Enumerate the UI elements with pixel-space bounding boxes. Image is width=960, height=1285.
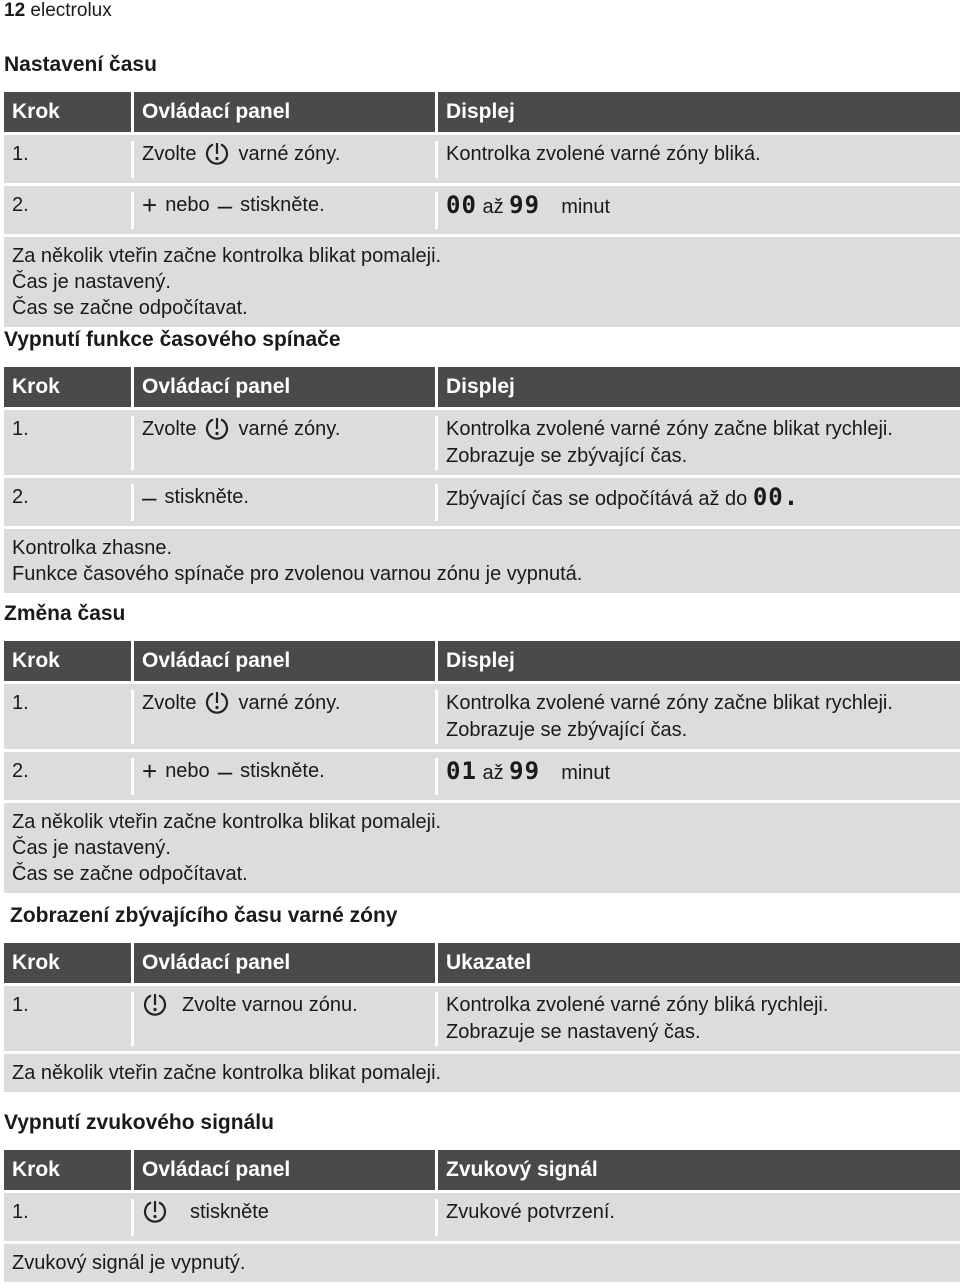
col-step: Krok xyxy=(4,943,134,983)
display-cell xyxy=(438,192,960,229)
table-header xyxy=(4,367,960,410)
panel-text: Zvolte varnou zónu. xyxy=(182,994,358,1016)
note-line: Čas se začne odpočítavat. xyxy=(12,297,248,319)
table-row xyxy=(4,752,960,803)
table xyxy=(4,92,960,330)
minus-icon: – xyxy=(217,756,233,786)
step-number: 1. xyxy=(4,416,134,470)
panel-cell xyxy=(134,416,438,470)
panel-cell xyxy=(134,484,438,521)
panel-cell xyxy=(134,1199,438,1236)
panel-text-after: varné zóny. xyxy=(238,692,341,714)
timer-icon xyxy=(204,416,230,442)
display-text: Kontrolka zvolené varné zóny bliká. xyxy=(446,143,761,165)
step-number: 2. xyxy=(4,758,134,795)
display-value-to: 99 xyxy=(509,191,541,219)
col-sound: Zvukový signál xyxy=(446,1158,598,1181)
table-note xyxy=(4,529,960,596)
col-panel: Ovládací panel xyxy=(134,943,438,983)
table-note xyxy=(4,1244,960,1285)
col-panel: Ovládací panel xyxy=(134,92,438,132)
table-row xyxy=(4,1193,960,1244)
panel-or: nebo xyxy=(165,760,210,782)
display-text: Zbývající čas se odpočítává až do xyxy=(446,488,748,510)
note-line: Čas je nastavený. xyxy=(12,837,171,859)
table-note xyxy=(4,803,960,896)
timer-icon xyxy=(204,690,230,716)
display-line: Kontrolka zvolené varné zóny začne blikat rychleji. xyxy=(446,418,893,440)
note-line: Funkce časového spínače pro zvolenou varnou zónu je vypnutá. xyxy=(12,563,583,585)
timer-icon xyxy=(142,1199,168,1225)
table-row xyxy=(4,986,960,1054)
page-number: 12 xyxy=(4,0,26,21)
panel-text: Zvolte xyxy=(142,692,197,714)
col-display: Displej xyxy=(446,649,515,672)
note-line: Kontrolka zhasne. xyxy=(12,537,173,559)
timer-icon xyxy=(204,141,230,167)
col-step: Krok xyxy=(4,641,134,681)
panel-cell xyxy=(134,758,438,795)
section-sound-off xyxy=(0,1106,960,1285)
display-value-from: 00 xyxy=(446,191,477,219)
section-timer-off xyxy=(0,323,960,596)
panel-cell xyxy=(134,141,438,178)
panel-text-after: varné zóny. xyxy=(238,143,341,165)
display-line: Kontrolka zvolené varné zóny bliká rychleji. xyxy=(446,994,829,1016)
step-number: 2. xyxy=(4,484,134,521)
page-header xyxy=(4,0,112,22)
panel-text: Zvolte xyxy=(142,143,197,165)
display-line: Zobrazuje se zbývající čas. xyxy=(446,719,688,741)
display-value-to: 99 xyxy=(509,757,541,785)
display-cell xyxy=(438,992,960,1046)
panel-action: stiskněte. xyxy=(164,486,249,508)
display-line: Kontrolka zvolené varné zóny začne blikat rychleji. xyxy=(446,692,893,714)
display-cell xyxy=(438,690,960,744)
table-row xyxy=(4,410,960,478)
col-display: Displej xyxy=(446,100,515,123)
table xyxy=(4,943,960,1095)
panel-cell xyxy=(134,690,438,744)
col-panel: Ovládací panel xyxy=(134,641,438,681)
panel-text: stiskněte xyxy=(190,1201,269,1223)
table-header xyxy=(4,943,960,986)
step-number: 1. xyxy=(4,1199,134,1236)
panel-text: Zvolte xyxy=(142,418,197,440)
panel-cell xyxy=(134,192,438,229)
display-value: 00. xyxy=(752,483,800,511)
note-line: Čas je nastavený. xyxy=(12,271,171,293)
step-number: 1. xyxy=(4,690,134,744)
col-step: Krok xyxy=(4,1150,134,1190)
section-title: Změna času xyxy=(4,602,126,625)
table-note xyxy=(4,1054,960,1095)
section-show-remaining xyxy=(0,899,960,1095)
table xyxy=(4,641,960,896)
section-title: Vypnutí zvukového signálu xyxy=(4,1111,274,1134)
panel-or: nebo xyxy=(165,194,210,216)
display-to-word: až xyxy=(482,762,504,784)
table-header xyxy=(4,92,960,135)
timer-icon xyxy=(142,992,168,1018)
display-unit: minut xyxy=(561,762,611,784)
col-step: Krok xyxy=(4,367,134,407)
col-display: Displej xyxy=(446,375,515,398)
table xyxy=(4,1150,960,1285)
table-row xyxy=(4,684,960,752)
section-change-time xyxy=(0,597,960,896)
display-value-from: 01 xyxy=(446,757,477,785)
panel-action: stiskněte. xyxy=(240,760,325,782)
display-cell xyxy=(438,758,960,795)
col-panel: Ovládací panel xyxy=(134,367,438,407)
table-header xyxy=(4,1150,960,1193)
panel-text-after: varné zóny. xyxy=(238,418,341,440)
brand-name: electrolux xyxy=(30,0,112,21)
display-cell xyxy=(438,484,960,521)
table-row xyxy=(4,478,960,529)
step-number: 1. xyxy=(4,141,134,178)
section-set-time xyxy=(0,48,960,330)
step-number: 2. xyxy=(4,192,134,229)
plus-icon: + xyxy=(142,190,158,220)
table-row xyxy=(4,186,960,237)
note-line: Čas se začne odpočítavat. xyxy=(12,863,248,885)
display-to-word: až xyxy=(482,196,504,218)
display-unit: minut xyxy=(561,196,611,218)
note-line: Zvukový signál je vypnutý. xyxy=(12,1252,246,1274)
note-line: Za několik vteřin začne kontrolka blikat pomaleji. xyxy=(12,811,442,833)
panel-cell xyxy=(134,992,438,1046)
display-text: Zvukové potvrzení. xyxy=(446,1201,615,1223)
col-step: Krok xyxy=(4,92,134,132)
table-row xyxy=(4,135,960,186)
section-title: Vypnutí funkce časového spínače xyxy=(4,328,341,351)
panel-action: stiskněte. xyxy=(240,194,325,216)
display-line: Zobrazuje se nastavený čas. xyxy=(446,1021,701,1043)
col-panel: Ovládací panel xyxy=(134,1150,438,1190)
section-title: Zobrazení zbývajícího času varné zóny xyxy=(10,904,398,927)
plus-icon: + xyxy=(142,756,158,786)
note-line: Za několik vteřin začne kontrolka blikat pomaleji. xyxy=(12,1062,442,1084)
note-line: Za několik vteřin začne kontrolka blikat pomaleji. xyxy=(12,245,442,267)
display-cell xyxy=(438,416,960,470)
section-title: Nastavení času xyxy=(4,53,157,76)
col-indicator: Ukazatel xyxy=(446,951,532,974)
minus-icon: – xyxy=(142,482,157,512)
display-line: Zobrazuje se zbývající čas. xyxy=(446,445,688,467)
table xyxy=(4,367,960,596)
table-note xyxy=(4,237,960,330)
table-header xyxy=(4,641,960,684)
minus-icon: – xyxy=(217,190,233,220)
step-number: 1. xyxy=(4,992,134,1046)
